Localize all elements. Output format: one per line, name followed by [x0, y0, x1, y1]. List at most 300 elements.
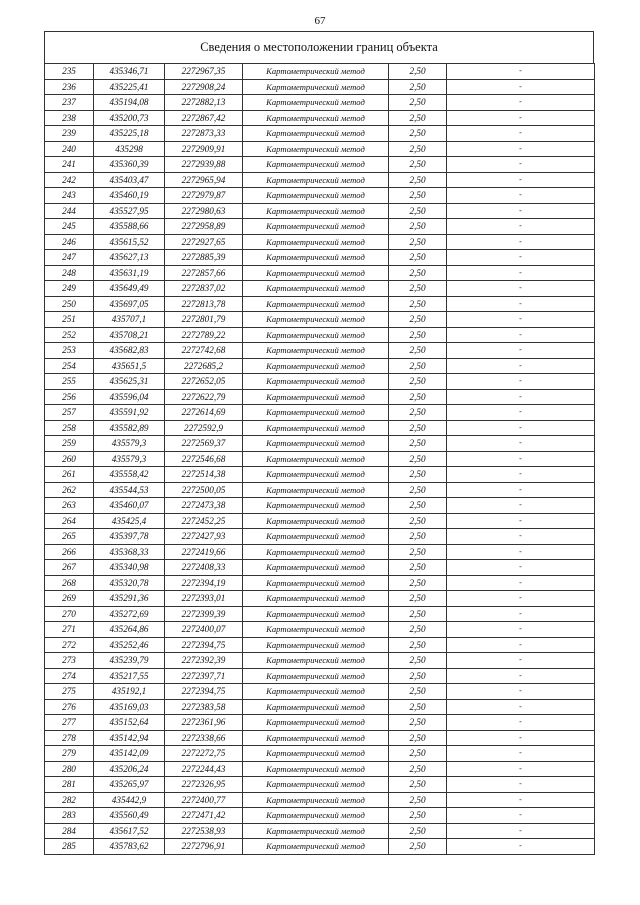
- coord-y-cell: 2272592,9: [165, 420, 243, 436]
- note-cell: -: [447, 234, 595, 250]
- method-cell: Картометрический метод: [243, 219, 389, 235]
- point-number-cell: 276: [45, 699, 94, 715]
- table-row: [45, 327, 595, 343]
- coord-y-cell: 2272394,75: [165, 637, 243, 653]
- method-cell: Картометрический метод: [243, 591, 389, 607]
- point-number-cell: 237: [45, 95, 94, 111]
- precision-cell: 2,50: [389, 79, 447, 95]
- note-cell: -: [447, 544, 595, 560]
- precision-cell: 2,50: [389, 560, 447, 576]
- note-cell: -: [447, 653, 595, 669]
- coord-y-cell: 2272452,25: [165, 513, 243, 529]
- point-number-cell: 283: [45, 808, 94, 824]
- method-cell: Картометрический метод: [243, 606, 389, 622]
- point-number-cell: 279: [45, 746, 94, 762]
- coord-x-cell: 435579,3: [94, 451, 165, 467]
- note-cell: -: [447, 699, 595, 715]
- table-row: [45, 141, 595, 157]
- coord-x-cell: 435200,73: [94, 110, 165, 126]
- note-cell: -: [447, 730, 595, 746]
- note-cell: -: [447, 808, 595, 824]
- precision-cell: 2,50: [389, 467, 447, 483]
- coord-x-cell: 435783,62: [94, 839, 165, 855]
- method-cell: Картометрический метод: [243, 312, 389, 328]
- point-number-cell: 236: [45, 79, 94, 95]
- coord-x-cell: 435460,19: [94, 188, 165, 204]
- precision-cell: 2,50: [389, 110, 447, 126]
- note-cell: -: [447, 637, 595, 653]
- coord-x-cell: 435152,64: [94, 715, 165, 731]
- table-row: [45, 265, 595, 281]
- table-row: [45, 250, 595, 266]
- method-cell: Картометрический метод: [243, 141, 389, 157]
- coord-x-cell: 435527,95: [94, 203, 165, 219]
- table-row: [45, 637, 595, 653]
- point-number-cell: 244: [45, 203, 94, 219]
- method-cell: Картометрический метод: [243, 823, 389, 839]
- table-row: [45, 312, 595, 328]
- table-row: [45, 420, 595, 436]
- method-cell: Картометрический метод: [243, 715, 389, 731]
- coord-x-cell: 435194,08: [94, 95, 165, 111]
- precision-cell: 2,50: [389, 327, 447, 343]
- note-cell: -: [447, 141, 595, 157]
- coord-x-cell: 435697,05: [94, 296, 165, 312]
- coord-x-cell: 435591,92: [94, 405, 165, 421]
- method-cell: Картометрический метод: [243, 281, 389, 297]
- point-number-cell: 239: [45, 126, 94, 142]
- coord-x-cell: 435682,83: [94, 343, 165, 359]
- coord-x-cell: 435397,78: [94, 529, 165, 545]
- table-row: [45, 234, 595, 250]
- coord-y-cell: 2272383,58: [165, 699, 243, 715]
- table-row: [45, 405, 595, 421]
- method-cell: Картометрический метод: [243, 436, 389, 452]
- coord-y-cell: 2272569,37: [165, 436, 243, 452]
- table-row: [45, 668, 595, 684]
- point-number-cell: 251: [45, 312, 94, 328]
- point-number-cell: 271: [45, 622, 94, 638]
- coord-x-cell: 435225,41: [94, 79, 165, 95]
- precision-cell: 2,50: [389, 281, 447, 297]
- note-cell: -: [447, 792, 595, 808]
- point-number-cell: 247: [45, 250, 94, 266]
- table-row: [45, 358, 595, 374]
- note-cell: -: [447, 312, 595, 328]
- point-number-cell: 280: [45, 761, 94, 777]
- coord-y-cell: 2272873,33: [165, 126, 243, 142]
- method-cell: Картометрический метод: [243, 296, 389, 312]
- coord-x-cell: 435239,79: [94, 653, 165, 669]
- coord-y-cell: 2272742,68: [165, 343, 243, 359]
- precision-cell: 2,50: [389, 343, 447, 359]
- note-cell: -: [447, 668, 595, 684]
- note-cell: -: [447, 110, 595, 126]
- note-cell: -: [447, 343, 595, 359]
- note-cell: -: [447, 281, 595, 297]
- precision-cell: 2,50: [389, 250, 447, 266]
- method-cell: Картометрический метод: [243, 389, 389, 405]
- table-row: [45, 839, 595, 855]
- table-row: [45, 110, 595, 126]
- coord-x-cell: 435615,52: [94, 234, 165, 250]
- table-row: [45, 436, 595, 452]
- coord-y-cell: 2272789,22: [165, 327, 243, 343]
- point-number-cell: 264: [45, 513, 94, 529]
- precision-cell: 2,50: [389, 653, 447, 669]
- coord-x-cell: 435631,19: [94, 265, 165, 281]
- table-row: [45, 560, 595, 576]
- coord-x-cell: 435206,24: [94, 761, 165, 777]
- coord-y-cell: 2272801,79: [165, 312, 243, 328]
- precision-cell: 2,50: [389, 746, 447, 762]
- coord-y-cell: 2272471,42: [165, 808, 243, 824]
- note-cell: -: [447, 591, 595, 607]
- point-number-cell: 262: [45, 482, 94, 498]
- method-cell: Картометрический метод: [243, 560, 389, 576]
- point-number-cell: 274: [45, 668, 94, 684]
- note-cell: -: [447, 560, 595, 576]
- coord-y-cell: 2272394,19: [165, 575, 243, 591]
- coord-y-cell: 2272272,75: [165, 746, 243, 762]
- note-cell: -: [447, 203, 595, 219]
- point-number-cell: 277: [45, 715, 94, 731]
- precision-cell: 2,50: [389, 389, 447, 405]
- point-number-cell: 263: [45, 498, 94, 514]
- point-number-cell: 249: [45, 281, 94, 297]
- precision-cell: 2,50: [389, 203, 447, 219]
- coord-x-cell: 435252,46: [94, 637, 165, 653]
- coord-x-cell: 435625,31: [94, 374, 165, 390]
- coord-x-cell: 435272,69: [94, 606, 165, 622]
- table-row: [45, 746, 595, 762]
- point-number-cell: 267: [45, 560, 94, 576]
- method-cell: Картометрический метод: [243, 188, 389, 204]
- precision-cell: 2,50: [389, 529, 447, 545]
- method-cell: Картометрический метод: [243, 79, 389, 95]
- table-row: [45, 172, 595, 188]
- precision-cell: 2,50: [389, 544, 447, 560]
- coord-y-cell: 2272965,94: [165, 172, 243, 188]
- note-cell: -: [447, 296, 595, 312]
- note-cell: -: [447, 823, 595, 839]
- coord-y-cell: 2272338,66: [165, 730, 243, 746]
- method-cell: Картометрический метод: [243, 699, 389, 715]
- point-number-cell: 270: [45, 606, 94, 622]
- table-row: [45, 126, 595, 142]
- coord-x-cell: 435346,71: [94, 64, 165, 80]
- coord-y-cell: 2272244,43: [165, 761, 243, 777]
- table-row: [45, 467, 595, 483]
- coord-x-cell: 435265,97: [94, 777, 165, 793]
- note-cell: -: [447, 777, 595, 793]
- note-cell: -: [447, 265, 595, 281]
- coord-y-cell: 2272394,75: [165, 684, 243, 700]
- point-number-cell: 246: [45, 234, 94, 250]
- method-cell: Картометрический метод: [243, 498, 389, 514]
- method-cell: Картометрический метод: [243, 64, 389, 80]
- note-cell: -: [447, 513, 595, 529]
- point-number-cell: 266: [45, 544, 94, 560]
- point-number-cell: 275: [45, 684, 94, 700]
- method-cell: Картометрический метод: [243, 451, 389, 467]
- coord-y-cell: 2272796,91: [165, 839, 243, 855]
- point-number-cell: 235: [45, 64, 94, 80]
- coord-x-cell: 435217,55: [94, 668, 165, 684]
- note-cell: -: [447, 374, 595, 390]
- method-cell: Картометрический метод: [243, 730, 389, 746]
- table-row: [45, 777, 595, 793]
- table-row: [45, 157, 595, 173]
- table-row: [45, 374, 595, 390]
- point-number-cell: 272: [45, 637, 94, 653]
- method-cell: Картометрический метод: [243, 250, 389, 266]
- method-cell: Картометрический метод: [243, 684, 389, 700]
- precision-cell: 2,50: [389, 405, 447, 421]
- method-cell: Картометрический метод: [243, 513, 389, 529]
- method-cell: Картометрический метод: [243, 157, 389, 173]
- coord-y-cell: 2272967,35: [165, 64, 243, 80]
- point-number-cell: 250: [45, 296, 94, 312]
- coord-y-cell: 2272685,2: [165, 358, 243, 374]
- precision-cell: 2,50: [389, 839, 447, 855]
- point-number-cell: 245: [45, 219, 94, 235]
- table-row: [45, 188, 595, 204]
- precision-cell: 2,50: [389, 374, 447, 390]
- table-row: [45, 699, 595, 715]
- coord-y-cell: 2272857,66: [165, 265, 243, 281]
- coord-x-cell: 435460,07: [94, 498, 165, 514]
- coord-y-cell: 2272885,39: [165, 250, 243, 266]
- coord-x-cell: 435142,94: [94, 730, 165, 746]
- table-row: [45, 715, 595, 731]
- coord-x-cell: 435582,89: [94, 420, 165, 436]
- coord-y-cell: 2272882,13: [165, 95, 243, 111]
- precision-cell: 2,50: [389, 436, 447, 452]
- point-number-cell: 257: [45, 405, 94, 421]
- note-cell: -: [447, 219, 595, 235]
- method-cell: Картометрический метод: [243, 544, 389, 560]
- coord-y-cell: 2272538,93: [165, 823, 243, 839]
- table-row: [45, 95, 595, 111]
- coord-y-cell: 2272514,38: [165, 467, 243, 483]
- point-number-cell: 243: [45, 188, 94, 204]
- point-number-cell: 284: [45, 823, 94, 839]
- coord-x-cell: 435403,47: [94, 172, 165, 188]
- coord-x-cell: 435291,36: [94, 591, 165, 607]
- point-number-cell: 268: [45, 575, 94, 591]
- note-cell: -: [447, 188, 595, 204]
- coord-y-cell: 2272393,01: [165, 591, 243, 607]
- point-number-cell: 261: [45, 467, 94, 483]
- point-number-cell: 256: [45, 389, 94, 405]
- method-cell: Картометрический метод: [243, 622, 389, 638]
- coord-y-cell: 2272939,88: [165, 157, 243, 173]
- precision-cell: 2,50: [389, 126, 447, 142]
- table-row: [45, 203, 595, 219]
- coord-y-cell: 2272909,91: [165, 141, 243, 157]
- method-cell: Картометрический метод: [243, 95, 389, 111]
- note-cell: -: [447, 126, 595, 142]
- method-cell: Картометрический метод: [243, 668, 389, 684]
- note-cell: -: [447, 529, 595, 545]
- coord-y-cell: 2272408,33: [165, 560, 243, 576]
- note-cell: -: [447, 746, 595, 762]
- table-row: [45, 64, 595, 80]
- method-cell: Картометрический метод: [243, 839, 389, 855]
- coord-x-cell: 435320,78: [94, 575, 165, 591]
- coord-y-cell: 2272427,93: [165, 529, 243, 545]
- point-number-cell: 240: [45, 141, 94, 157]
- coord-x-cell: 435360,39: [94, 157, 165, 173]
- precision-cell: 2,50: [389, 715, 447, 731]
- point-number-cell: 265: [45, 529, 94, 545]
- precision-cell: 2,50: [389, 172, 447, 188]
- table-row: [45, 761, 595, 777]
- precision-cell: 2,50: [389, 420, 447, 436]
- table-row: [45, 296, 595, 312]
- table-row: [45, 606, 595, 622]
- method-cell: Картометрический метод: [243, 203, 389, 219]
- point-number-cell: 259: [45, 436, 94, 452]
- table-row: [45, 219, 595, 235]
- precision-cell: 2,50: [389, 699, 447, 715]
- method-cell: Картометрический метод: [243, 358, 389, 374]
- point-number-cell: 253: [45, 343, 94, 359]
- point-number-cell: 258: [45, 420, 94, 436]
- coord-y-cell: 2272399,39: [165, 606, 243, 622]
- note-cell: -: [447, 839, 595, 855]
- method-cell: Картометрический метод: [243, 327, 389, 343]
- table-row: [45, 451, 595, 467]
- table-row: [45, 684, 595, 700]
- precision-cell: 2,50: [389, 575, 447, 591]
- table-row: [45, 653, 595, 669]
- precision-cell: 2,50: [389, 622, 447, 638]
- coord-x-cell: 435617,52: [94, 823, 165, 839]
- coord-x-cell: 435169,03: [94, 699, 165, 715]
- table-row: [45, 591, 595, 607]
- note-cell: -: [447, 95, 595, 111]
- note-cell: -: [447, 389, 595, 405]
- precision-cell: 2,50: [389, 141, 447, 157]
- coord-x-cell: 435442,9: [94, 792, 165, 808]
- note-cell: -: [447, 79, 595, 95]
- note-cell: -: [447, 498, 595, 514]
- note-cell: -: [447, 482, 595, 498]
- point-number-cell: 278: [45, 730, 94, 746]
- coord-x-cell: 435596,04: [94, 389, 165, 405]
- coord-y-cell: 2272958,89: [165, 219, 243, 235]
- coord-x-cell: 435651,5: [94, 358, 165, 374]
- coord-x-cell: 435649,49: [94, 281, 165, 297]
- coord-x-cell: 435298: [94, 141, 165, 157]
- coord-y-cell: 2272622,79: [165, 389, 243, 405]
- table-row: [45, 544, 595, 560]
- precision-cell: 2,50: [389, 219, 447, 235]
- precision-cell: 2,50: [389, 684, 447, 700]
- table-row: [45, 281, 595, 297]
- table-row: [45, 529, 595, 545]
- coord-y-cell: 2272392,39: [165, 653, 243, 669]
- coord-y-cell: 2272473,38: [165, 498, 243, 514]
- table-row: [45, 482, 595, 498]
- method-cell: Картометрический метод: [243, 529, 389, 545]
- precision-cell: 2,50: [389, 637, 447, 653]
- precision-cell: 2,50: [389, 761, 447, 777]
- method-cell: Картометрический метод: [243, 420, 389, 436]
- table-row: [45, 79, 595, 95]
- note-cell: -: [447, 420, 595, 436]
- method-cell: Картометрический метод: [243, 467, 389, 483]
- method-cell: Картометрический метод: [243, 637, 389, 653]
- method-cell: Картометрический метод: [243, 761, 389, 777]
- table-row: [45, 823, 595, 839]
- point-number-cell: 260: [45, 451, 94, 467]
- point-number-cell: 273: [45, 653, 94, 669]
- coord-y-cell: 2272927,65: [165, 234, 243, 250]
- coord-y-cell: 2272813,78: [165, 296, 243, 312]
- coord-y-cell: 2272546,68: [165, 451, 243, 467]
- coord-y-cell: 2272400,77: [165, 792, 243, 808]
- precision-cell: 2,50: [389, 188, 447, 204]
- precision-cell: 2,50: [389, 451, 447, 467]
- note-cell: -: [447, 684, 595, 700]
- precision-cell: 2,50: [389, 730, 447, 746]
- coord-y-cell: 2272979,87: [165, 188, 243, 204]
- precision-cell: 2,50: [389, 265, 447, 281]
- note-cell: -: [447, 761, 595, 777]
- note-cell: -: [447, 467, 595, 483]
- coord-x-cell: 435192,1: [94, 684, 165, 700]
- precision-cell: 2,50: [389, 591, 447, 607]
- coord-x-cell: 435708,21: [94, 327, 165, 343]
- point-number-cell: 238: [45, 110, 94, 126]
- method-cell: Картометрический метод: [243, 792, 389, 808]
- table-row: [45, 513, 595, 529]
- coord-x-cell: 435264,86: [94, 622, 165, 638]
- coord-y-cell: 2272908,24: [165, 79, 243, 95]
- coord-y-cell: 2272400,07: [165, 622, 243, 638]
- method-cell: Картометрический метод: [243, 653, 389, 669]
- point-number-cell: 248: [45, 265, 94, 281]
- coordinates-table-body: [45, 64, 595, 855]
- coord-x-cell: 435142,09: [94, 746, 165, 762]
- coord-x-cell: 435579,3: [94, 436, 165, 452]
- method-cell: Картометрический метод: [243, 110, 389, 126]
- note-cell: -: [447, 157, 595, 173]
- precision-cell: 2,50: [389, 513, 447, 529]
- coord-y-cell: 2272361,96: [165, 715, 243, 731]
- table-row: [45, 575, 595, 591]
- boundary-coordinates-sheet: [44, 31, 594, 855]
- method-cell: Картометрический метод: [243, 808, 389, 824]
- note-cell: -: [447, 358, 595, 374]
- point-number-cell: 255: [45, 374, 94, 390]
- coordinates-table: [44, 63, 595, 855]
- precision-cell: 2,50: [389, 234, 447, 250]
- table-row: [45, 622, 595, 638]
- coord-x-cell: 435588,66: [94, 219, 165, 235]
- point-number-cell: 281: [45, 777, 94, 793]
- table-row: [45, 792, 595, 808]
- method-cell: Картометрический метод: [243, 777, 389, 793]
- method-cell: Картометрический метод: [243, 343, 389, 359]
- table-row: [45, 343, 595, 359]
- note-cell: -: [447, 715, 595, 731]
- coord-y-cell: 2272500,05: [165, 482, 243, 498]
- note-cell: -: [447, 250, 595, 266]
